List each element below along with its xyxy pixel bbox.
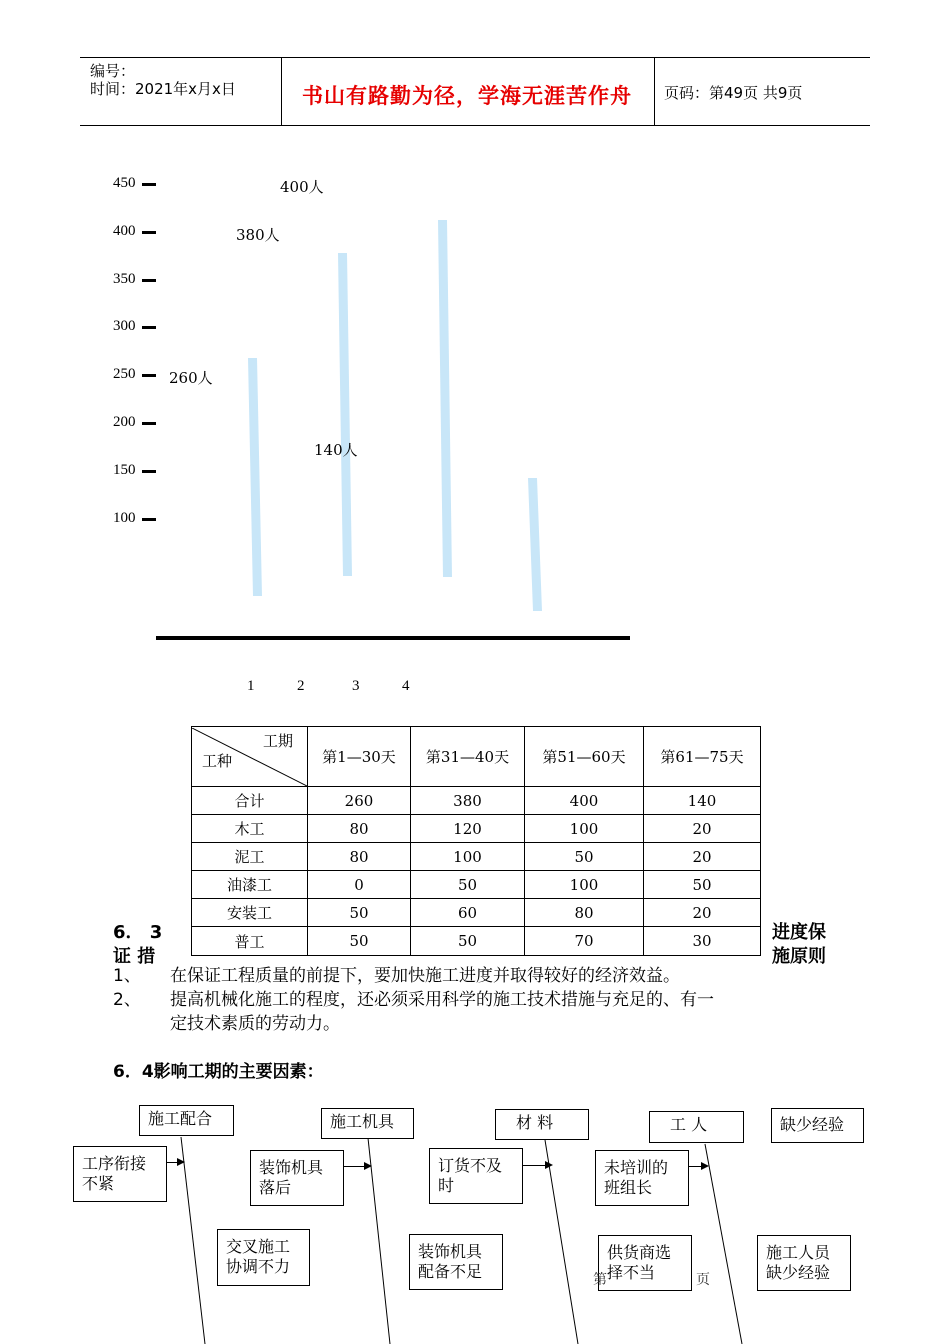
row-label: 安装工 — [192, 899, 308, 927]
footer-page-suffix: 页 — [696, 1272, 710, 1288]
principle-1-number: 1、 — [113, 966, 141, 986]
table-cell: 80 — [308, 815, 411, 843]
y-tick-label: 400 — [113, 222, 136, 239]
corner-label-period: 工期 — [262, 731, 293, 750]
table-cell: 380 — [411, 787, 525, 815]
table-cell: 70 — [525, 927, 644, 956]
principle-2-number: 2、 — [113, 990, 141, 1010]
fishbone-category-coordination: 施工配合 — [139, 1105, 234, 1136]
fishbone-category-experience: 缺少经验 — [771, 1108, 864, 1143]
bar-annotation: 380人 — [236, 226, 280, 244]
section-6-3-heading-right-top: 进度保 — [772, 922, 826, 943]
arrow-right-icon — [344, 1166, 370, 1167]
doc-number-label: 编号： — [90, 62, 136, 80]
fishbone-category-machinery: 施工机具 — [321, 1108, 414, 1139]
fishbone-category-workers: 工 人 — [649, 1111, 744, 1143]
table-cell: 50 — [411, 927, 525, 956]
footer-page-prefix: 第 — [593, 1272, 607, 1288]
section-6-4-heading: 6．4影响工期的主要因素： — [113, 1062, 324, 1082]
table-cell: 20 — [644, 843, 761, 871]
bar-annotation: 260人 — [169, 369, 213, 387]
table-cell: 100 — [525, 815, 644, 843]
cause-supplier-selection: 供货商选择不当 — [598, 1235, 692, 1291]
table-cell: 400 — [525, 787, 644, 815]
x-category-label: 2 — [297, 678, 305, 694]
row-label: 合计 — [192, 787, 308, 815]
page-number-label: 页码：第49页 共9页 — [664, 84, 803, 102]
column-header: 第1—30天 — [308, 727, 411, 787]
column-header: 第61—75天 — [644, 727, 761, 787]
header-motto: 书山有路勤为径，学海无涯苦作舟 — [302, 83, 632, 108]
arrow-right-icon — [523, 1165, 551, 1166]
bar-annotation: 400人 — [280, 178, 324, 196]
cause-staff-inexperience: 施工人员缺少经验 — [757, 1235, 851, 1291]
principle-2-text-line2: 定技术素质的劳动力。 — [170, 1014, 340, 1034]
table-cell: 120 — [411, 815, 525, 843]
table-cell: 100 — [411, 843, 525, 871]
column-header: 第31—40天 — [411, 727, 525, 787]
bar-annotation: 140人 — [314, 441, 358, 459]
table-cell: 50 — [308, 927, 411, 956]
row-label: 木工 — [192, 815, 308, 843]
table-cell: 20 — [644, 815, 761, 843]
doc-time-label: 时间：2021年x月x日 — [90, 80, 236, 98]
table-cell: 50 — [308, 899, 411, 927]
y-tick-label: 300 — [113, 318, 136, 335]
cause-outdated-machinery: 装饰机具落后 — [250, 1150, 344, 1206]
table-cell: 80 — [308, 843, 411, 871]
table-cell: 80 — [525, 899, 644, 927]
row-label: 油漆工 — [192, 871, 308, 899]
table-cell: 0 — [308, 871, 411, 899]
x-category-label: 1 — [247, 678, 255, 694]
row-label: 泥工 — [192, 843, 308, 871]
cause-late-ordering: 订货不及时 — [429, 1148, 523, 1204]
column-header: 第51—60天 — [525, 727, 644, 787]
section-6-3-heading-left-top: 6． 3 — [113, 922, 163, 943]
section-6-3-heading-right-bottom: 施原则 — [772, 946, 826, 967]
table-cell: 60 — [411, 899, 525, 927]
cause-cross-construction: 交叉施工协调不力 — [217, 1229, 310, 1286]
x-category-label: 3 — [352, 678, 360, 694]
table-cell: 140 — [644, 787, 761, 815]
corner-label-trade: 工种 — [202, 751, 233, 770]
table-cell: 50 — [411, 871, 525, 899]
cause-insufficient-machinery: 装饰机具配备不足 — [409, 1234, 503, 1290]
table-cell: 20 — [644, 899, 761, 927]
section-6-3-heading-left-bottom: 证 措 — [113, 946, 156, 967]
y-tick-label: 150 — [113, 461, 136, 478]
table-cell: 30 — [644, 927, 761, 956]
y-tick-label: 350 — [113, 270, 136, 287]
table-cell: 260 — [308, 787, 411, 815]
y-tick-label: 450 — [113, 175, 136, 191]
principle-2-text-line1: 提高机械化施工的程度，还必须采用科学的施工技术措施与充足的、有一 — [170, 990, 714, 1010]
x-category-label: 4 — [402, 678, 410, 694]
fishbone-category-materials: 材 料 — [495, 1109, 589, 1140]
arrow-right-icon — [689, 1166, 707, 1167]
principle-1-text: 在保证工程质量的前提下，要加快施工进度并取得较好的经济效益。 — [170, 966, 680, 986]
arrow-right-icon — [167, 1162, 183, 1163]
table-cell: 50 — [525, 843, 644, 871]
y-tick-label: 250 — [113, 366, 136, 383]
cause-process-connection: 工序衔接不紧 — [73, 1146, 167, 1202]
y-tick-label: 100 — [113, 509, 136, 526]
table-cell: 100 — [525, 871, 644, 899]
cause-untrained-leaders: 未培训的班组长 — [595, 1150, 689, 1206]
y-tick-label: 200 — [113, 414, 136, 430]
table-cell: 50 — [644, 871, 761, 899]
row-label: 普工 — [192, 927, 308, 956]
